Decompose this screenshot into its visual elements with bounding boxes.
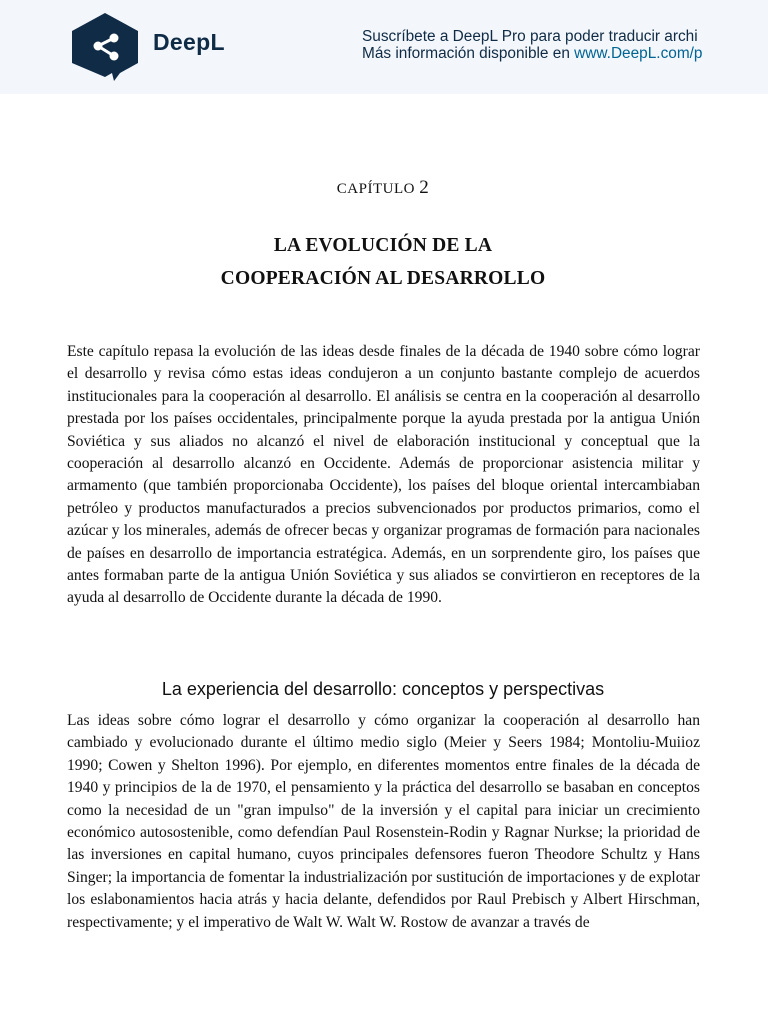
promo-line-2 (362, 45, 702, 62)
promo-line-1: Suscríbete a DeepL Pro para poder traducir archi (362, 28, 698, 45)
chapter-label (0, 177, 766, 199)
chapter-title-line-1: LA EVOLUCIÓN DE LA (273, 235, 493, 256)
chapter-number: 2 (419, 177, 430, 198)
promo-line-2-prefix: Más información disponible en (362, 45, 575, 62)
intro-paragraph: Este capítulo repasa la evolución de las ideas desde finales de la década de 1940 sobre cómo lograr el desarrollo y revisa cómo estas ideas condujeron a un conjunto bastante complejo de acuerdos institucionales para la cooperación al desarrollo. El análisis se centra en la cooperación al desarrollo prestada por los países occidentales, principalmente porque la ayuda prestada por la antigua Unión Soviética y sus aliados no alcanzó el nivel de elaboración institucional y conceptual que la cooperación al desarrollo alcanzó en Occidente. Además de proporcionar asistencia militar y armamento (que también proporcionaba Occidente), los países del bloque oriental intercambiaban petróleo y productos manufacturados a precios subvencionados por productos primarios, como el azúcar y los minerales, además de ofrecer becas y organizar programas de formación para nacionales de países en desarrollo de importancia estratégica. Además, en un sorprendente giro, los países que antes formaban parte de la antigua Unión Soviética y sus aliados se convirtieron en receptores de la ayuda al desarrollo de Occidente durante la década de 1990. (67, 343, 700, 607)
body-paragraph: Las ideas sobre cómo lograr el desarrollo y cómo organizar la cooperación al desarrollo han cambiado y evolucionado durante el último medio siglo (Meier y Seers 1984; Montoliu-Muiioz 1990; Cowen y Shelton 1996). Por ejemplo, en diferentes momentos entre finales de la década de 1940 y principios de la de 1970, el pensamiento y la práctica del desarrollo se basaban en conceptos como la necesidad de un "gran impulso" de la inversión y el capital para iniciar un crecimiento económico autosostenible, como defendían Paul Rosenstein-Rodin y Ragnar Nurkse; la prioridad de las inversiones en capital humano, cuyos principales defensores fueron Theodore Schultz y Hans Singer; la importancia de fomentar la industrialización por sustitución de importaciones y de explotar los eslabonamientos hacia atrás y hacia delante, defendidos por Raul Prebisch y Albert Hirschman, respectivamente; y el imperativo de Walt W. Walt W. Rostow de avanzar a través de (67, 712, 700, 931)
deepl-banner (0, 0, 768, 94)
section-heading: La experiencia del desarrollo: conceptos y perspectivas (161, 679, 605, 699)
chapter-title-line-2: COOPERACIÓN AL DESARROLLO (220, 268, 546, 289)
deepl-promo-text (362, 28, 702, 62)
deepl-logo-icon[interactable] (68, 11, 142, 83)
chapter-title (0, 229, 766, 295)
chapter-word: CAPÍTULO (336, 181, 415, 197)
deepl-pro-link[interactable]: www.DeepL.com/p (574, 45, 703, 62)
deepl-brand-name[interactable]: DeepL (153, 29, 225, 55)
